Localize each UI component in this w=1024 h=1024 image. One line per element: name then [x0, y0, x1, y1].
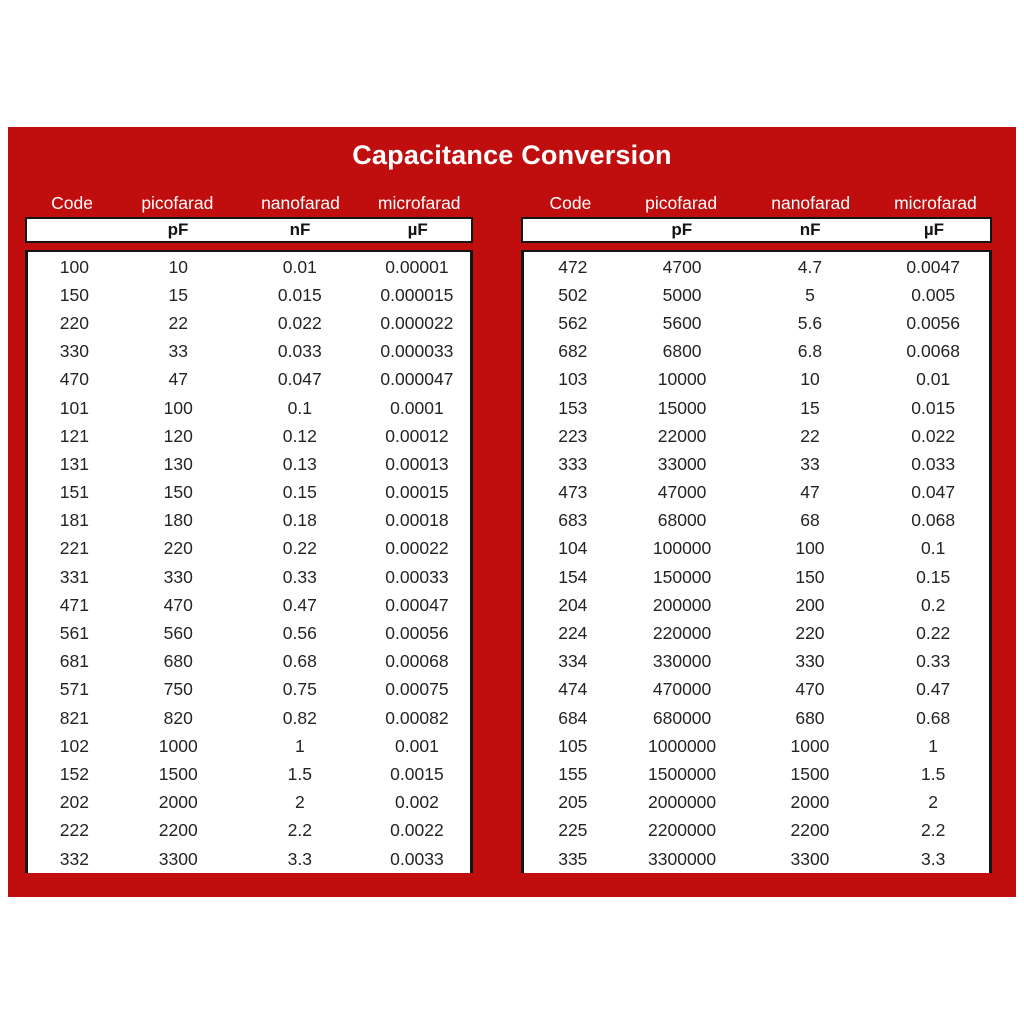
table-cell: 2000: [158, 792, 198, 813]
table-cell: 0.2: [921, 594, 946, 615]
table-cell: 0.0047: [906, 256, 960, 277]
table-cell: 200000: [652, 594, 712, 615]
table-cell: 15: [168, 284, 188, 305]
table-row: [28, 535, 470, 563]
table-cell: 225: [558, 820, 588, 841]
table-cell: 0.33: [282, 566, 317, 587]
table-cell: 47: [800, 482, 820, 503]
table-row: [28, 845, 470, 873]
table-cell: 2200: [158, 820, 198, 841]
column-headers-right: [521, 190, 992, 217]
table-right: [521, 190, 992, 873]
table-row: [28, 817, 470, 845]
table-cell: 332: [59, 848, 89, 869]
table-cell: 0.0015: [390, 763, 444, 784]
table-cell: 0.15: [282, 482, 317, 503]
table-cell: 0.47: [916, 679, 951, 700]
table-row: [28, 648, 470, 676]
table-cell: 5600: [662, 312, 702, 333]
units-row-left: [25, 217, 473, 243]
table-row: [28, 309, 470, 337]
table-cell: 330000: [652, 651, 712, 672]
table-cell: 2: [294, 792, 305, 813]
table-cell: 680000: [652, 707, 712, 728]
table-cell: 22: [168, 312, 188, 333]
table-cell: 684: [558, 707, 588, 728]
table-cell: 0.068: [911, 510, 956, 531]
table-cell: 10: [800, 369, 820, 390]
table-row: [524, 817, 989, 845]
table-cell: 131: [59, 453, 89, 474]
table-cell: 560: [163, 623, 193, 644]
table-row: [524, 732, 989, 760]
table-cell: 0.033: [277, 341, 322, 362]
table-cell: 1000: [158, 735, 198, 756]
table-cell: 154: [558, 566, 588, 587]
table-cell: 222: [59, 820, 89, 841]
table-cell: 0.13: [282, 453, 317, 474]
table-row: [524, 789, 989, 817]
table-cell: 150000: [652, 566, 712, 587]
table-cell: 2000000: [648, 792, 717, 813]
table-row: [28, 366, 470, 394]
table-row: [524, 479, 989, 507]
table-cell: 33: [168, 341, 188, 362]
table-cell: 0.005: [911, 284, 956, 305]
table-cell: 0.00082: [385, 707, 449, 728]
table-cell: 221: [59, 538, 89, 559]
table-left: [25, 190, 473, 873]
table-cell: 682: [558, 341, 588, 362]
table-cell: 0.18: [282, 510, 317, 531]
table-cell: 101: [59, 397, 89, 418]
table-row: [28, 619, 470, 647]
table-cell: 15000: [657, 397, 707, 418]
table-row: [524, 422, 989, 450]
table-cell: 680: [795, 707, 825, 728]
table-cell: 102: [59, 735, 89, 756]
col-header-nanofarad: nanofarad: [261, 193, 340, 213]
table-cell: 330: [795, 651, 825, 672]
table-cell: 1000000: [648, 735, 717, 756]
table-row: [524, 281, 989, 309]
table-cell: 0.1: [921, 538, 946, 559]
table-cell: 473: [558, 482, 588, 503]
table-cell: 1.5: [287, 763, 312, 784]
table-cell: 104: [558, 538, 588, 559]
table-cell: 0.22: [282, 538, 317, 559]
table-cell: 10: [168, 256, 188, 277]
table-cell: 4.7: [797, 256, 823, 277]
table-cell: 472: [558, 256, 588, 277]
column-headers-left: [25, 190, 473, 217]
table-cell: 0.047: [911, 482, 956, 503]
table-cell: 0.000033: [380, 341, 454, 362]
table-cell: 0.015: [911, 397, 956, 418]
table-cell: 200: [795, 594, 825, 615]
table-row: [28, 338, 470, 366]
table-row: [28, 760, 470, 788]
col-header-microfarad: microfarad: [377, 193, 461, 213]
table-cell: 0.0001: [390, 397, 444, 418]
table-cell: 0.68: [916, 707, 951, 728]
table-cell: 470: [59, 369, 89, 390]
table-cell: 750: [163, 679, 193, 700]
table-row: [524, 676, 989, 704]
table-cell: 0.75: [282, 679, 317, 700]
table-row: [524, 591, 989, 619]
table-cell: 100: [59, 256, 89, 277]
table-row: [524, 450, 989, 478]
table-cell: 204: [558, 594, 588, 615]
table-cell: 223: [558, 425, 588, 446]
table-cell: 224: [558, 623, 588, 644]
table-cell: 0.00013: [385, 453, 449, 474]
table-cell: 1500000: [648, 763, 717, 784]
table-cell: 1500: [790, 763, 830, 784]
unit-pf: pF: [671, 220, 693, 239]
table-cell: 474: [558, 679, 588, 700]
table-cell: 220: [59, 312, 89, 333]
table-row: [524, 563, 989, 591]
table-cell: 5: [805, 284, 815, 305]
table-cell: 181: [59, 510, 89, 531]
table-row: [524, 845, 989, 873]
table-cell: 68: [800, 510, 820, 531]
table-cell: 470: [795, 679, 825, 700]
table-cell: 6.8: [797, 341, 823, 362]
col-header-microfarad: microfarad: [894, 193, 977, 213]
unit-nf: nF: [799, 220, 821, 239]
table-cell: 0.82: [282, 707, 317, 728]
table-cell: 0.00018: [385, 510, 449, 531]
table-row: [28, 704, 470, 732]
col-header-code: Code: [51, 193, 93, 213]
table-cell: 150: [163, 482, 193, 503]
table-cell: 3.3: [287, 848, 312, 869]
table-cell: 152: [59, 763, 89, 784]
unit-nf: nF: [289, 220, 311, 239]
table-cell: 2.2: [921, 820, 946, 841]
table-cell: 68000: [657, 510, 707, 531]
table-cell: 470: [163, 594, 193, 615]
table-cell: 0.15: [916, 566, 951, 587]
table-cell: 47: [168, 369, 188, 390]
table-cell: 0.00012: [385, 425, 449, 446]
unit-uf: µF: [407, 220, 428, 239]
table-cell: 0.0068: [906, 341, 960, 362]
table-cell: 0.00001: [385, 256, 449, 277]
table-cell: 0.047: [277, 369, 322, 390]
table-cell: 33000: [657, 453, 707, 474]
table-row: [28, 281, 470, 309]
table-cell: 0.0022: [390, 820, 444, 841]
col-header-picofarad: picofarad: [141, 193, 214, 213]
table-cell: 130: [163, 453, 193, 474]
table-cell: 0.000015: [380, 284, 454, 305]
table-cell: 0.01: [282, 256, 317, 277]
table-row: [524, 535, 989, 563]
table-cell: 681: [59, 651, 89, 672]
table-cell: 0.015: [277, 284, 322, 305]
table-cell: 471: [59, 594, 89, 615]
table-cell: 0.00056: [385, 623, 449, 644]
capacitance-conversion-panel: [8, 127, 1016, 897]
table-cell: 335: [558, 848, 588, 869]
table-cell: 683: [558, 510, 588, 531]
col-header-picofarad: picofarad: [645, 193, 718, 213]
table-cell: 502: [558, 284, 588, 305]
table-row: [28, 450, 470, 478]
table-cell: 22000: [657, 425, 707, 446]
table-row: [524, 338, 989, 366]
table-cell: 0.002: [395, 792, 439, 813]
table-row: [524, 507, 989, 535]
table-cell: 0.33: [916, 651, 951, 672]
table-cell: 561: [59, 623, 89, 644]
table-cell: 151: [59, 482, 89, 503]
table-cell: 330: [163, 566, 193, 587]
table-row: [28, 789, 470, 817]
table-cell: 0.01: [916, 369, 951, 390]
table-cell: 100000: [652, 538, 712, 559]
table-cell: 2000: [790, 792, 830, 813]
table-cell: 220: [163, 538, 193, 559]
table-cell: 1000: [790, 735, 830, 756]
units-row-right: [521, 217, 992, 243]
table-cell: 3300: [790, 848, 830, 869]
table-cell: 2.2: [287, 820, 312, 841]
table-cell: 205: [558, 792, 588, 813]
table-cell: 821: [59, 707, 89, 728]
table-row: [28, 507, 470, 535]
table-row: [524, 619, 989, 647]
table-cell: 0.00022: [385, 538, 449, 559]
table-cell: 0.033: [911, 453, 956, 474]
table-row: [524, 366, 989, 394]
table-row: [524, 394, 989, 422]
table-cell: 1.5: [921, 763, 946, 784]
table-cell: 470000: [652, 679, 712, 700]
table-cell: 0.0056: [906, 312, 960, 333]
table-cell: 820: [163, 707, 193, 728]
table-row: [28, 676, 470, 704]
table-cell: 0.22: [916, 623, 951, 644]
table-cell: 0.00033: [385, 566, 449, 587]
table-row: [28, 253, 470, 281]
table-cell: 1: [294, 735, 305, 756]
table-cell: 220000: [652, 623, 712, 644]
table-cell: 153: [558, 397, 588, 418]
table-cell: 0.0033: [390, 848, 444, 869]
table-cell: 5.6: [797, 312, 823, 333]
page-title: Capacitance Conversion: [352, 140, 672, 170]
table-row: [28, 479, 470, 507]
table-cell: 5000: [662, 284, 702, 305]
table-cell: 0.1: [287, 397, 312, 418]
table-cell: 4700: [662, 256, 702, 277]
table-cell: 150: [59, 284, 89, 305]
table-cell: 202: [59, 792, 89, 813]
table-row: [524, 760, 989, 788]
table-row: [524, 704, 989, 732]
table-cell: 103: [558, 369, 588, 390]
table-cell: 0.000022: [380, 312, 454, 333]
table-cell: 0.47: [282, 594, 317, 615]
table-cell: 0.022: [911, 425, 956, 446]
table-cell: 105: [558, 735, 588, 756]
table-cell: 121: [59, 425, 89, 446]
unit-uf: µF: [923, 220, 945, 239]
table-cell: 150: [795, 566, 825, 587]
unit-pf: pF: [167, 220, 189, 239]
table-cell: 220: [795, 623, 825, 644]
table-cell: 0.00068: [385, 651, 449, 672]
table-row: [28, 563, 470, 591]
table-cell: 155: [558, 763, 588, 784]
table-cell: 0.000047: [380, 369, 454, 390]
col-header-nanofarad: nanofarad: [771, 193, 851, 213]
table-cell: 0.68: [282, 651, 317, 672]
table-cell: 3.3: [921, 848, 946, 869]
table-row: [524, 309, 989, 337]
table-cell: 333: [558, 453, 588, 474]
table-cell: 680: [163, 651, 193, 672]
table-cell: 2200: [790, 820, 830, 841]
table-row: [28, 422, 470, 450]
table-cell: 2: [928, 792, 939, 813]
table-row: [524, 648, 989, 676]
table-cell: 0.001: [395, 735, 439, 756]
table-cell: 0.12: [282, 425, 317, 446]
table-cell: 10000: [657, 369, 707, 390]
table-body-left: [25, 250, 473, 873]
table-cell: 0.56: [282, 623, 317, 644]
table-cell: 330: [59, 341, 89, 362]
table-body-right: [521, 250, 992, 873]
table-cell: 15: [800, 397, 820, 418]
table-cell: 3300: [158, 848, 198, 869]
table-cell: 0.00075: [385, 679, 449, 700]
table-cell: 1: [928, 735, 939, 756]
table-cell: 331: [59, 566, 89, 587]
table-cell: 334: [558, 651, 588, 672]
table-cell: 100: [795, 538, 825, 559]
table-row: [28, 732, 470, 760]
table-cell: 2200000: [648, 820, 717, 841]
table-row: [28, 394, 470, 422]
table-cell: 47000: [657, 482, 707, 503]
table-cell: 0.00015: [385, 482, 449, 503]
table-row: [28, 591, 470, 619]
table-cell: 180: [163, 510, 193, 531]
table-cell: 1500: [158, 763, 198, 784]
table-cell: 22: [800, 425, 820, 446]
table-cell: 0.00047: [385, 594, 449, 615]
table-cell: 571: [59, 679, 89, 700]
table-cell: 6800: [662, 341, 702, 362]
table-cell: 100: [163, 397, 193, 418]
table-cell: 3300000: [648, 848, 717, 869]
table-row: [524, 253, 989, 281]
col-header-code: Code: [549, 193, 592, 213]
table-cell: 0.022: [277, 312, 322, 333]
table-cell: 33: [800, 453, 820, 474]
table-cell: 120: [163, 425, 193, 446]
table-cell: 562: [558, 312, 588, 333]
